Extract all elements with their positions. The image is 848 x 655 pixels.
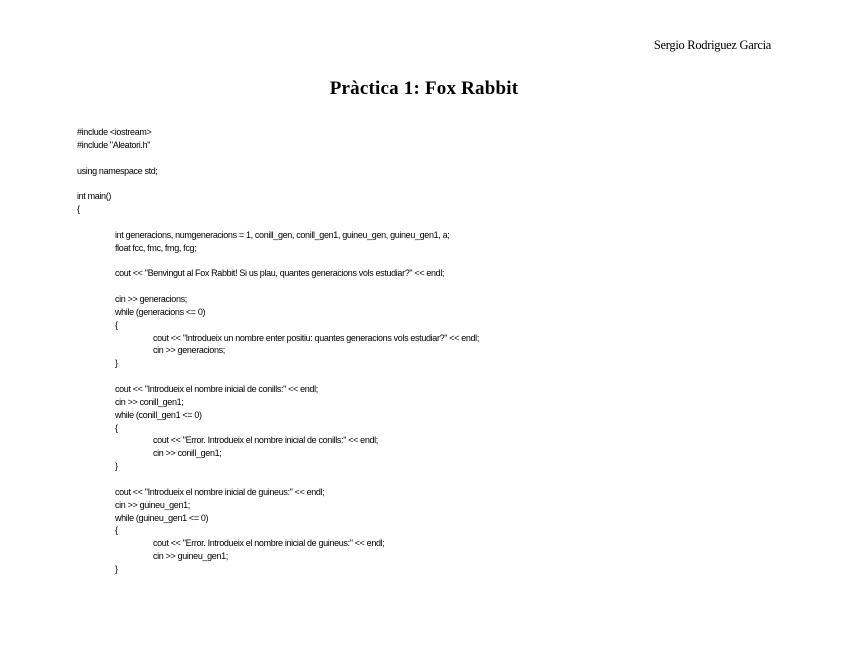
code-line: cin >> generacions; <box>153 345 225 356</box>
code-line: } <box>115 358 118 369</box>
code-line: while (guineu_gen1 <= 0) <box>115 512 209 523</box>
code-line: cout << "Error. Introdueix el nombre inicial de conills:" << endl; <box>153 435 378 446</box>
code-line: cin >> conill_gen1; <box>115 396 184 407</box>
code-line: cout << "Introdueix un nombre enter positiu: quantes generacions vols estudiar?" << endl; <box>153 332 479 343</box>
code-line: } <box>115 563 118 574</box>
code-line: cout << "Error. Introdueix el nombre inicial de guineus:" << endl; <box>153 538 385 549</box>
code-line: float fcc, fmc, fmg, fcg; <box>115 242 197 253</box>
code-line: } <box>115 461 118 472</box>
code-line: { <box>115 422 118 433</box>
author-name: Sergio Rodriguez Garcia <box>653 38 771 52</box>
code-line: #include <iostream> <box>77 127 152 137</box>
code-line: #include "Aleatori.h" <box>77 139 151 150</box>
code-line: while (generacions <= 0) <box>115 306 206 317</box>
code-line: cin >> conill_gen1; <box>153 448 222 459</box>
page-title: Pràctica 1: Fox Rabbit <box>329 78 519 99</box>
code-line: int generacions, numgeneracions = 1, conill_gen, conill_gen1, guineu_gen, guineu_gen1, a; <box>115 229 450 240</box>
code-line: while (conill_gen1 <= 0) <box>115 409 202 420</box>
code-line: cin >> generacions; <box>115 294 187 305</box>
code-line: cin >> guineu_gen1; <box>115 499 190 510</box>
code-line: cout << "Introdueix el nombre inicial de conills:" << endl; <box>115 384 318 394</box>
code-line: cout << "Introdueix el nombre inicial de guineus:" << endl; <box>115 486 325 497</box>
code-line: { <box>77 204 80 215</box>
code-line: int main() <box>77 191 112 202</box>
code-line: cout << "Benvingut al Fox Rabbit! Si us plau, quantes generacions vols estudiar?" << endl; <box>115 268 445 279</box>
code-line: { <box>115 319 118 330</box>
code-line: using namespace std; <box>77 165 158 176</box>
code-line: cin >> guineu_gen1; <box>153 551 228 562</box>
code-line: { <box>115 525 118 536</box>
